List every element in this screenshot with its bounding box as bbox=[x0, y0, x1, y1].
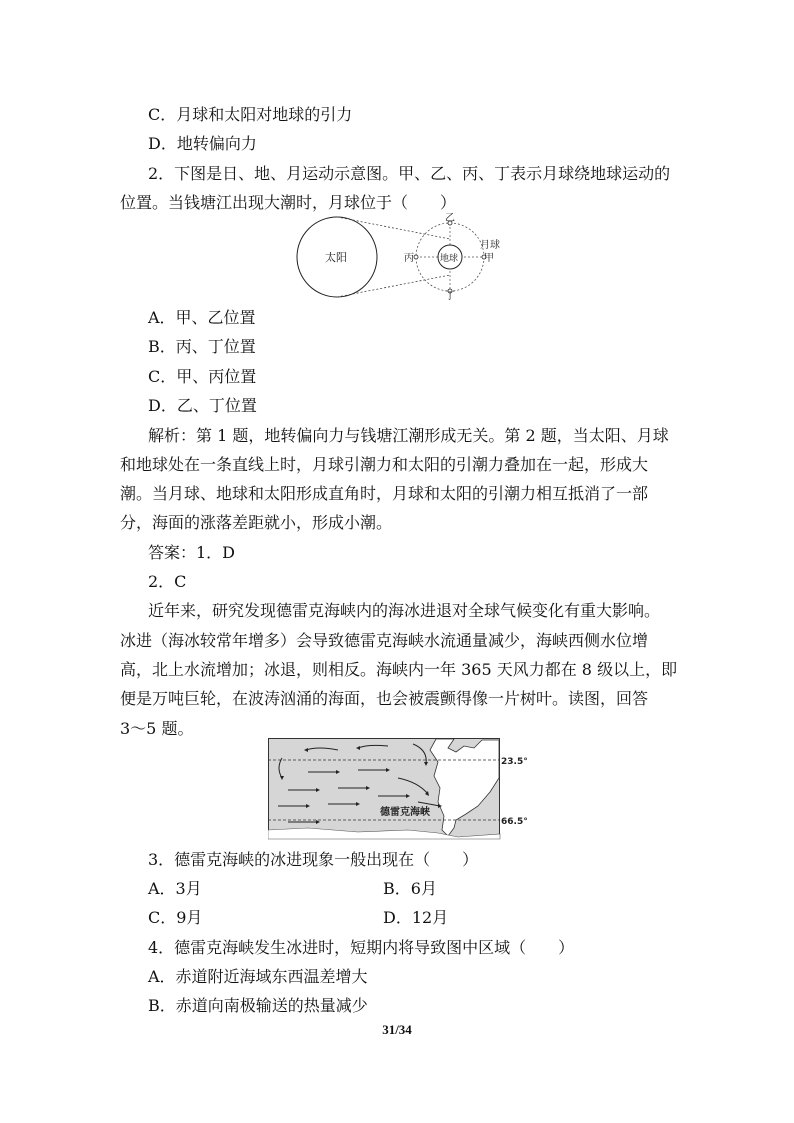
label-bing: 丙 bbox=[404, 253, 414, 264]
label-moon: 月球 bbox=[480, 240, 500, 251]
question-4-option-a: A．赤道附近海域东西温差增大 bbox=[148, 967, 368, 986]
passage-line-5: 3～5 题。 bbox=[120, 719, 194, 738]
question-2-stem-line-2: 位置。当钱塘江出现大潮时，月球位于（ ） bbox=[120, 193, 457, 212]
tangent-line-top bbox=[337, 217, 450, 239]
passage-line-4: 便是万吨巨轮，在波涛汹涌的海面，也会被震颤得像一片树叶。读图，回答 bbox=[120, 689, 649, 708]
analysis-line-2: 和地球处在一条直线上时，月球引潮力和太阳的引潮力叠加在一起，形成大 bbox=[120, 455, 649, 474]
question-2-option-b: B．丙、丁位置 bbox=[148, 337, 256, 356]
sun-earth-moon-diagram bbox=[295, 210, 510, 300]
drake-passage-map bbox=[268, 738, 532, 840]
earth-label: 地球 bbox=[440, 254, 459, 264]
label-jia: 甲 bbox=[484, 253, 494, 264]
strait-label: 德雷克海峡 bbox=[380, 807, 430, 818]
latitude-label-23-5: 23.5° bbox=[501, 757, 528, 767]
question-3-option-d: D．12月 bbox=[383, 908, 449, 927]
sun-label: 太阳 bbox=[325, 251, 347, 264]
analysis-line-1: 解析：第 1 题，地转偏向力与钱塘江潮形成无关。第 2 题，当太阳、月球 bbox=[148, 426, 669, 445]
answer-line-2: 2．C bbox=[148, 572, 187, 591]
page-number: 31/34 bbox=[382, 1022, 412, 1037]
question-3-option-c: C．9月 bbox=[148, 908, 203, 927]
label-yi: 乙 bbox=[445, 213, 455, 224]
analysis-line-4: 分，海面的涨落差距就小，形成小潮。 bbox=[120, 513, 393, 532]
question-1-option-d: D．地转偏向力 bbox=[148, 134, 257, 153]
question-2-option-a: A．甲、乙位置 bbox=[148, 308, 256, 327]
question-1-option-c: C．月球和太阳对地球的引力 bbox=[148, 105, 353, 124]
moon-position-bing bbox=[414, 255, 418, 259]
analysis-line-3: 潮。当月球、地球和太阳形成直角时，月球和太阳的引潮力相互抵消了一部 bbox=[120, 484, 649, 503]
passage-line-3: 高，北上水流增加；冰退，则相反。海峡内一年 365 天风力都在 8 级以上，即 bbox=[120, 660, 678, 679]
passage-line-1: 近年来，研究发现德雷克海峡内的海冰进退对全球气候变化有重大影响。 bbox=[148, 601, 661, 620]
question-3-stem: 3．德雷克海峡的冰进现象一般出现在（ ） bbox=[148, 850, 479, 869]
question-3-option-b: B．6月 bbox=[383, 879, 437, 898]
latitude-label-66-5: 66.5° bbox=[501, 817, 528, 827]
tangent-line-bottom bbox=[337, 275, 450, 297]
question-2-option-c: C．甲、丙位置 bbox=[148, 367, 257, 386]
question-2-option-d: D．乙、丁位置 bbox=[148, 396, 257, 415]
answer-line-1: 答案：1．D bbox=[148, 543, 236, 562]
question-2-stem-line-1: 2．下图是日、地、月运动示意图。甲、乙、丙、丁表示月球绕地球运动的 bbox=[148, 164, 671, 183]
passage-line-2: 冰进（海冰较常年增多）会导致德雷克海峡水流通量减少，海峡西侧水位增 bbox=[120, 631, 649, 650]
question-4-stem: 4．德雷克海峡发生冰进时，短期内将导致图中区域（ ） bbox=[148, 938, 575, 957]
label-ding: 丁 bbox=[445, 291, 455, 300]
question-4-option-b: B．赤道向南极输送的热量减少 bbox=[148, 996, 368, 1015]
question-3-option-a: A．3月 bbox=[148, 879, 202, 898]
